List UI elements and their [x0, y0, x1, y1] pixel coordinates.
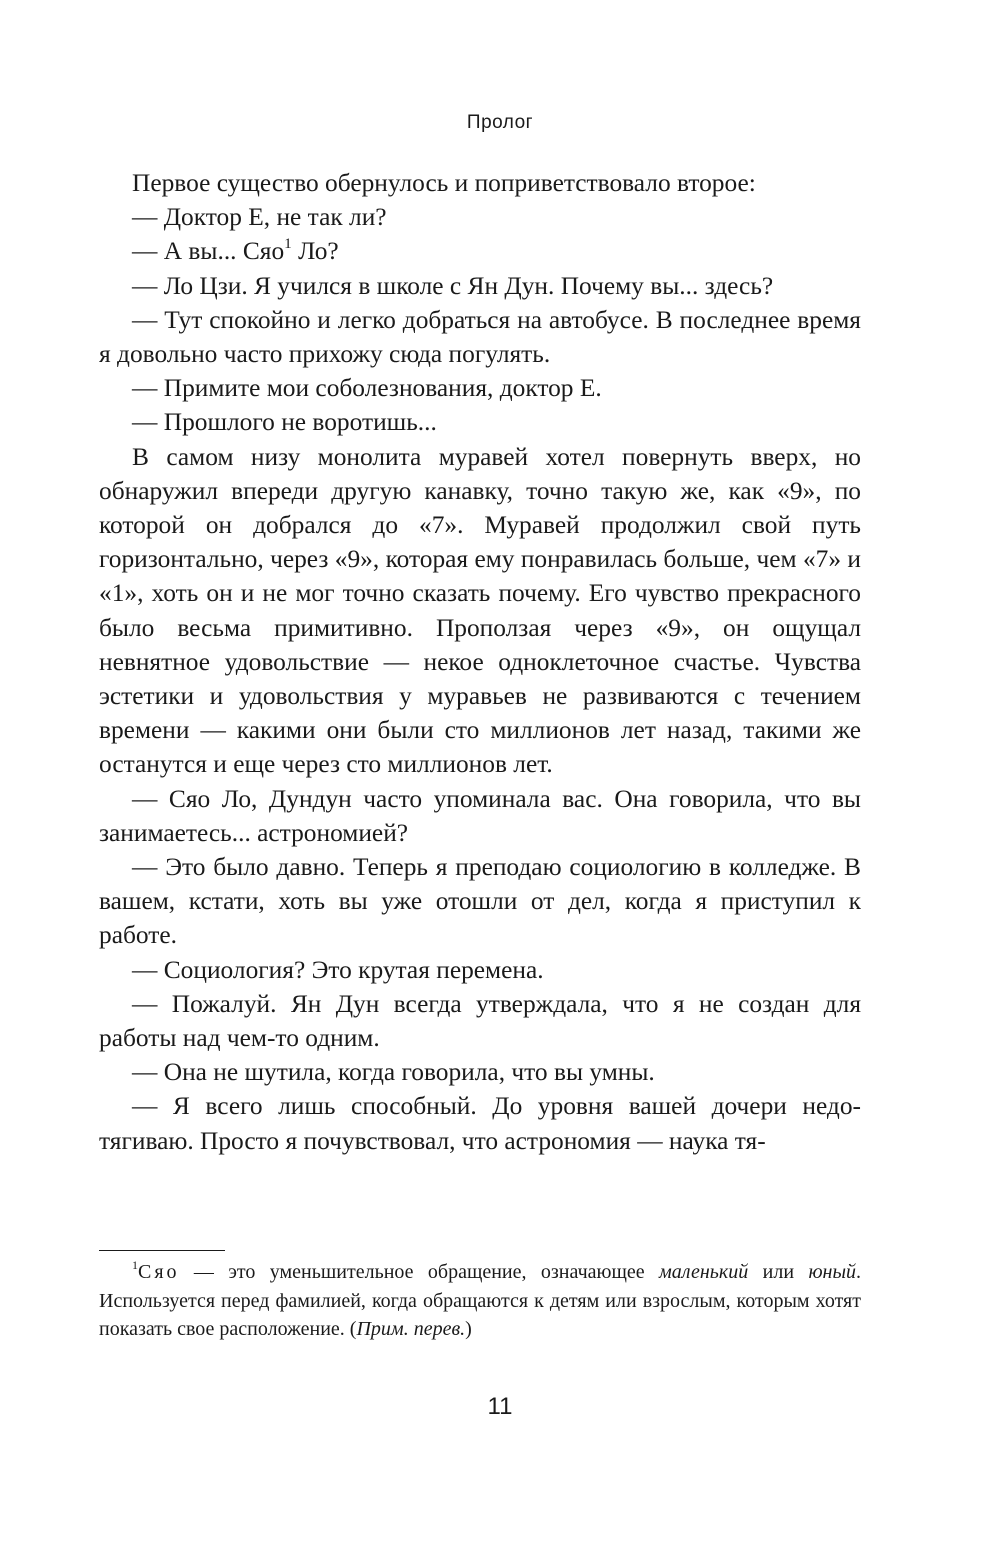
footnote-italic: юный — [808, 1261, 857, 1283]
paragraph: — Она не шутила, когда говорила, что вы умны. — [132, 1058, 655, 1087]
footnote-term: Сяо — [138, 1261, 180, 1283]
footnote-italic: Прим. перев. — [356, 1318, 466, 1340]
paragraph: — Примите мои соболезнования, доктор Е. — [132, 374, 602, 403]
footnote-text: или — [748, 1261, 809, 1283]
paragraph: В самом низу монолита муравей хотел повернуть вверх, но обнаружил впереди другую канавку, точно такую же, как «9», по которой он добрался до «7». Муравей продолжил свой путь горизонтально, через «9», которая ему понравилась больше, чем «7» и «1», хоть он и не мог точно сказать почему. Его чувство прекрасного было весьма примитивно. Проползая через «9», он ощущал невнятное удовольствие — некое одноклеточное счастье. Чувства эстетики и удовольствия у муравьев не развиваются с течением времени — какими они были сто миллионов лет назад, такими же останутся и еще через сто миллионов лет. — [99, 442, 861, 779]
page-number: 11 — [487, 1393, 513, 1420]
paragraph: — Доктор Е, не так ли? — [132, 203, 387, 232]
footnote-text: ) — [465, 1318, 472, 1340]
paragraph: — Тут спокойно и легко добраться на автобусе. В последнее время я довольно часто прихожу сюда погулять. — [99, 305, 861, 369]
footnote-divider — [99, 1250, 225, 1251]
footnote-reference: 1 — [284, 235, 292, 253]
paragraph: — Социология? Это крутая перемена. — [132, 955, 544, 984]
paragraph-with-footnote — [99, 234, 861, 268]
footnote-text: . Используется перед фамилией, когда обращаются к детям или взрослым, которым хотят показать свое расположение. ( — [99, 1261, 862, 1340]
paragraph: — Сяо Ло, Дундун часто упоминала вас. Она говорила, что вы занимаетесь... астрономией? — [99, 784, 861, 847]
paragraph: — Пожалуй. Ян Дун всегда утверждала, что я не создан для работы над чем-то одним. — [99, 989, 861, 1053]
paragraph: — Ло Цзи. Я учился в школе с Ян Дун. Почему вы... здесь? — [132, 271, 774, 300]
paragraph: Первое существо обернулось и поприветствовало второе: — [132, 169, 756, 197]
dialogue-text: Ло? — [291, 237, 339, 266]
paragraph: — Прошлого не воротишь... — [132, 408, 437, 437]
running-title: Пролог — [466, 112, 534, 133]
footnote-italic: маленький — [659, 1261, 749, 1283]
paragraph: — Это было давно. Теперь я преподаю социологию в колледже. В вашем, кстати, хоть вы уже отошли от дел, когда я приступил к работе. — [99, 853, 861, 950]
main-text — [99, 166, 861, 1158]
dialogue-text: — А вы... Сяо — [132, 237, 285, 266]
footnote — [99, 1258, 861, 1344]
paragraph: — Я всего лишь способный. До уровня вашей дочери недотягиваю. Просто я почувствовал, что астрономия — наука тя- — [99, 1092, 861, 1155]
footnote-mark: 1 — [132, 1258, 138, 1273]
footnote-text: — это уменьшительное обращение, означающее — [179, 1261, 660, 1283]
